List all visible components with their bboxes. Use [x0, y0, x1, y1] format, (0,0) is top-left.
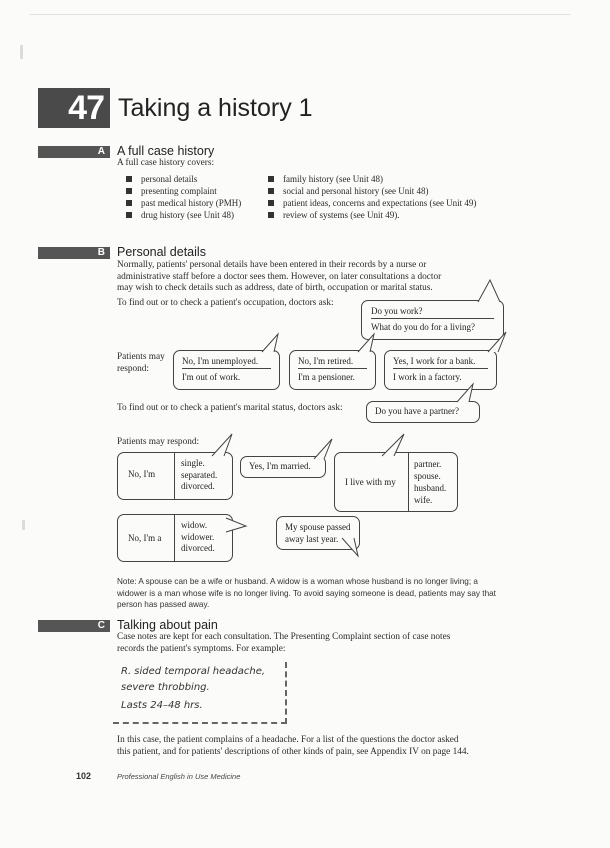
response-line: Yes, I work for a bank. — [393, 356, 488, 369]
response-lead: No, I'm a — [128, 533, 162, 543]
list-item: presenting complaint — [126, 185, 241, 197]
options-list — [414, 458, 446, 506]
patients-respond-label — [117, 352, 165, 375]
doctor-question-2: What do you do for a living? — [371, 322, 475, 332]
bubble-tail — [356, 332, 378, 354]
response-bank-bubble — [384, 350, 497, 390]
handwritten-line: severe throbbing. — [121, 682, 210, 693]
note-line: person has passed away. — [117, 600, 210, 609]
response-line: No, I'm retired. — [298, 356, 367, 369]
response-line: I work in a factory. — [393, 372, 462, 382]
divider — [174, 453, 175, 499]
bubble-tail — [340, 536, 362, 558]
paragraph-line: Normally, patients' personal details have been entered in their records by a nurse or — [117, 260, 427, 270]
list-item: review of systems (see Unit 49). — [268, 209, 476, 221]
section-b-paragraph — [117, 260, 441, 295]
bubble-tail — [312, 437, 336, 461]
list-item: past medical history (PMH) — [126, 197, 241, 209]
unit-title: Taking a history 1 — [118, 94, 313, 122]
paragraph-line: this patient, and for patients' descriptions of other kinds of pain, see Appendix IV on page 144. — [117, 746, 469, 757]
bubble-tail — [260, 332, 282, 354]
scan-left-speck-2 — [22, 520, 25, 530]
patients-may-respond-label: Patients may respond: — [117, 437, 200, 447]
note-paragraph — [117, 576, 496, 611]
bubble-tail — [455, 382, 479, 404]
option-text: husband. — [414, 483, 447, 493]
response-single-bubble — [117, 452, 233, 500]
response-line: away last year. — [285, 534, 339, 544]
label-line: Patients may — [117, 352, 165, 362]
doctor-question-partner: Do you have a partner? — [375, 406, 459, 416]
page-number: 102 — [76, 771, 92, 781]
label-line: respond: — [117, 363, 150, 374]
divider — [408, 453, 409, 511]
list-item: social and personal history (see Unit 48) — [268, 185, 476, 197]
unit-number: 47 — [38, 88, 110, 128]
section-c-tab: C — [38, 620, 110, 632]
response-retired-bubble — [289, 350, 376, 390]
bubble-tail — [380, 432, 408, 458]
option-text: partner. — [414, 459, 442, 469]
list-item: family history (see Unit 48) — [268, 173, 476, 185]
bullets-right — [268, 173, 476, 221]
case-note-card — [113, 662, 287, 724]
bubble-tail — [224, 514, 250, 536]
handwritten-line: R. sided temporal headache, — [121, 666, 266, 677]
doctor-occupation-bubble — [361, 300, 504, 340]
book-title: Professional English in Use Medicine — [117, 772, 241, 781]
paragraph-line: may wish to check details such as address, date of birth, occupation or marital status. — [117, 283, 433, 293]
scan-top-edge — [30, 14, 570, 15]
section-b-tab: B — [38, 247, 110, 259]
section-c-paragraph — [117, 632, 450, 655]
response-unemployed-bubble — [173, 350, 280, 390]
option-text: divorced. — [181, 543, 215, 553]
section-c-title: Talking about pain — [117, 618, 218, 632]
response-lead: No, I'm — [128, 469, 156, 479]
response-line: I'm a pensioner. — [298, 372, 355, 382]
section-c-after-paragraph — [117, 735, 469, 758]
doctor-partner-bubble — [366, 401, 480, 423]
option-text: spouse. — [414, 471, 441, 481]
paragraph-line: In this case, the patient complains of a headache. For a list of the questions the doctor asked — [117, 735, 459, 745]
divider — [174, 515, 175, 561]
option-text: divorced. — [181, 481, 215, 491]
occupation-prompt: To find out or to check a patient's occupation, doctors ask: — [117, 298, 334, 308]
option-text: single. — [181, 458, 205, 468]
note-line: Note: A spouse can be a wife or husband. A widow is a woman whose husband is no longer living; a — [117, 577, 478, 586]
list-item: personal details — [126, 173, 241, 185]
section-b-title: Personal details — [117, 245, 206, 259]
bubble-tail — [210, 432, 236, 458]
option-text: widower. — [181, 531, 215, 542]
response-widow-bubble — [117, 514, 233, 562]
option-text: separated. — [181, 469, 218, 480]
response-line: My spouse passed — [285, 522, 351, 532]
marital-prompt: To find out or to check a patient's marital status, doctors ask: — [117, 403, 343, 413]
options-list — [181, 458, 217, 493]
bubble-tail — [474, 278, 504, 304]
paragraph-line: records the patient's symptoms. For example: — [117, 643, 286, 654]
response-line: No, I'm unemployed. — [182, 356, 271, 369]
section-a-tab: A — [38, 146, 110, 158]
bullets-left — [126, 173, 241, 221]
note-line: widower is a man whose wife is no longer living. To avoid saying someone is dead, patients may say that — [117, 588, 496, 598]
list-item: patient ideas, concerns and expectations (see Unit 49) — [268, 197, 476, 209]
paragraph-line: administrative staff before a doctor sees them. However, on later consultations a doctor — [117, 271, 442, 282]
option-text: widow. — [181, 520, 208, 530]
handwritten-line: Lasts 24–48 hrs. — [121, 700, 203, 711]
response-line: Yes, I'm married. — [249, 461, 311, 471]
section-a-intro: A full case history covers: — [117, 158, 215, 168]
doctor-question-1: Do you work? — [371, 306, 494, 319]
case-note-text — [121, 664, 265, 714]
option-text: wife. — [414, 495, 433, 505]
paragraph-line: Case notes are kept for each consultation. The Presenting Complaint section of case notes — [117, 632, 451, 642]
list-item: drug history (see Unit 48) — [126, 209, 241, 221]
section-a-title: A full case history — [117, 144, 215, 158]
response-lead: I live with my — [345, 477, 396, 487]
options-list — [181, 520, 215, 555]
response-live-with-bubble — [334, 452, 458, 512]
scan-left-speck — [20, 45, 23, 59]
bubble-tail — [486, 330, 510, 354]
response-line: I'm out of work. — [182, 372, 241, 382]
